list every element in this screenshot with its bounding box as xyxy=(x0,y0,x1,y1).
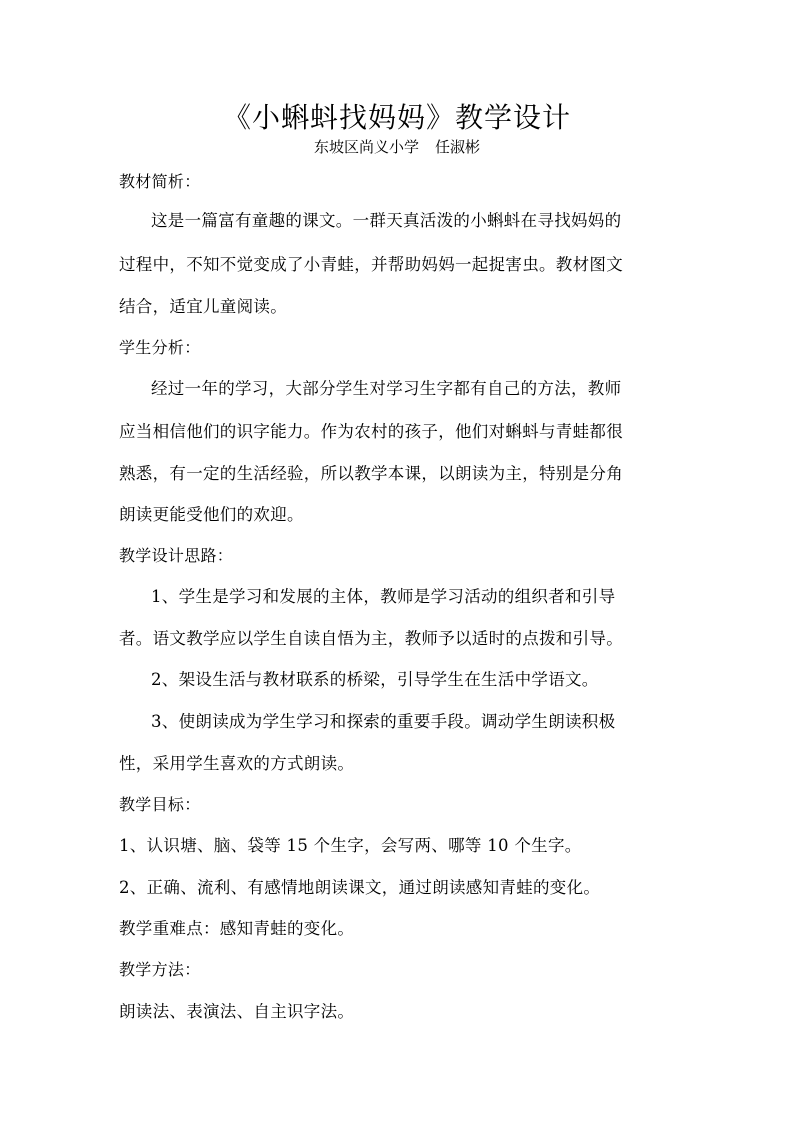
author-name: 任淑彬 xyxy=(435,138,481,156)
section-heading-methods: 教学方法： xyxy=(119,960,201,979)
paragraph-line: 经过一年的学习，大部分学生对学习生字都有自己的方法，教师 xyxy=(151,379,622,398)
paragraph-line: 熟悉，有一定的生活经验，所以教学本课，以朗读为主，特别是分角 xyxy=(119,464,623,483)
paragraph-line: 3、使朗读成为学生学习和探索的重要手段。调动学生朗读积极 xyxy=(151,712,616,731)
section-heading-students: 学生分析： xyxy=(119,338,201,357)
paragraph-line: 过程中，不知不觉变成了小青蛙，并帮助妈妈一起捉害虫。教材图文 xyxy=(119,255,623,274)
paragraph-line: 者。语文教学应以学生自读自悟为主，教师予以适时的点拨和引导。 xyxy=(119,629,623,648)
goal-item: 2、正确、流利、有感情地朗读课文，通过朗读感知青蛙的变化。 xyxy=(119,878,601,897)
paragraph-line: 2、架设生活与教材联系的桥梁，引导学生在生活中学语文。 xyxy=(151,670,599,689)
methods-line: 朗读法、表演法、自主识字法。 xyxy=(119,1002,355,1021)
key-point-line: 教学重难点：感知青蛙的变化。 xyxy=(119,919,355,938)
author-line xyxy=(0,136,794,158)
paragraph-line: 1、学生是学习和发展的主体，教师是学习活动的组织者和引导 xyxy=(151,587,616,606)
section-heading-design: 教学设计思路： xyxy=(119,546,234,565)
paragraph-line: 结合，适宜儿童阅读。 xyxy=(119,297,287,316)
author-school: 东坡区尚义小学 xyxy=(313,138,419,156)
paragraph-line: 应当相信他们的识字能力。作为农村的孩子，他们对蝌蚪与青蛙都很 xyxy=(119,422,623,441)
section-heading-goals: 教学目标： xyxy=(119,795,201,814)
paragraph-line: 性，采用学生喜欢的方式朗读。 xyxy=(119,754,355,773)
section-heading-materials: 教材简析： xyxy=(119,172,201,191)
goal-item: 1、认识塘、脑、袋等 15 个生字，会写两、哪等 10 个生字。 xyxy=(119,836,582,855)
paragraph-line: 这是一篇富有童趣的课文。一群天真活泼的小蝌蚪在寻找妈妈的 xyxy=(151,211,622,230)
paragraph-line: 朗读更能受他们的欢迎。 xyxy=(119,505,304,524)
document-title: 《小蝌蚪找妈妈》教学设计 xyxy=(222,101,571,134)
